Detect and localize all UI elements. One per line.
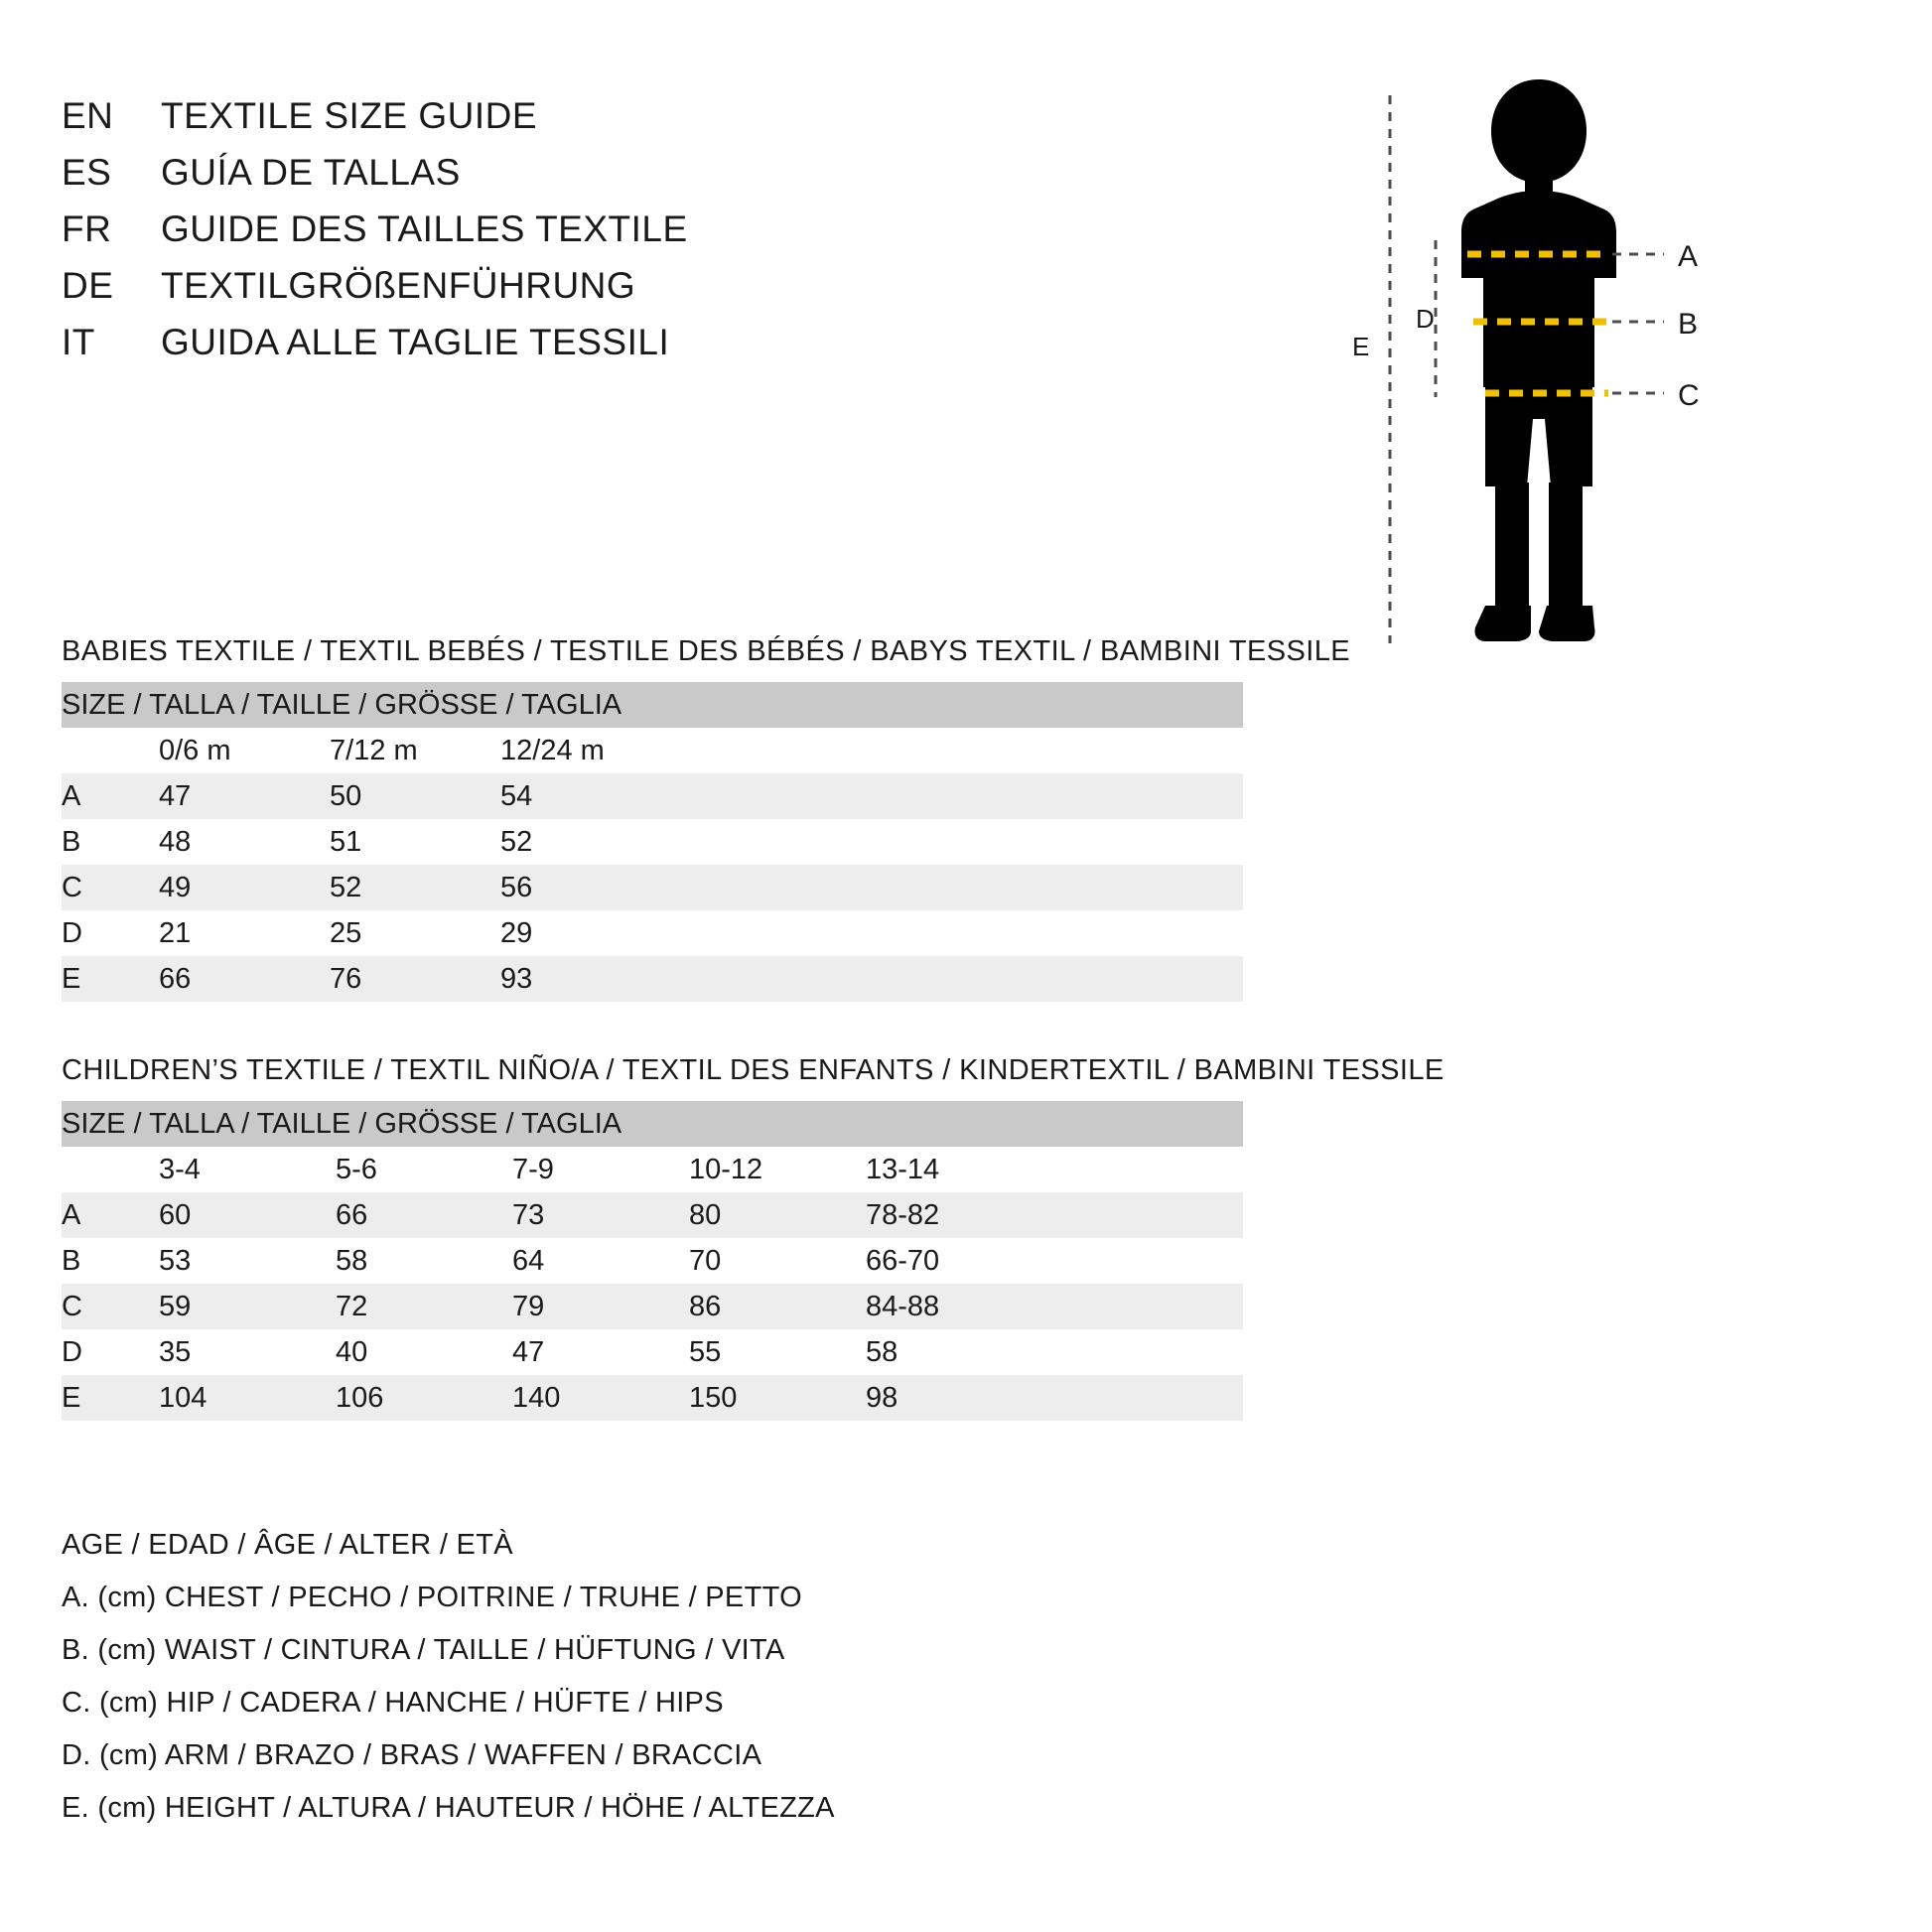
children-section	[62, 1054, 1471, 1421]
title-lang-de: DE	[62, 265, 114, 306]
legend-arm: D. (cm) ARM / BRAZO / BRAS / WAFFEN / BRACCIA	[62, 1739, 762, 1771]
children-e-2: 140	[512, 1375, 689, 1421]
children-e-0: 104	[159, 1375, 336, 1421]
title-row-fr	[62, 208, 1104, 265]
babies-band-label: SIZE / TALLA / TAILLE / GRÖSSE / TAGLIA	[62, 682, 1243, 728]
table-row	[62, 1284, 1243, 1329]
children-col-header-4: 13-14	[866, 1147, 1243, 1192]
title-row-es	[62, 152, 1104, 208]
children-b-4: 66-70	[866, 1238, 1243, 1284]
children-a-3: 80	[689, 1192, 866, 1238]
title-text-it: GUIDA ALLE TAGLIE TESSILI	[161, 322, 670, 362]
title-text-en: TEXTILE SIZE GUIDE	[161, 95, 538, 136]
children-d-0: 35	[159, 1329, 336, 1375]
children-a-1: 66	[336, 1192, 512, 1238]
figure-label-c: C	[1678, 379, 1700, 412]
children-section-title: CHILDREN’S TEXTILE / TEXTIL NIÑO/A / TEXTIL DES ENFANTS / KINDERTEXTIL / BAMBINI TESSILE	[62, 1054, 1445, 1086]
table-row	[62, 910, 1243, 956]
children-col-header-0: 3-4	[159, 1147, 336, 1192]
figure-label-e: E	[1352, 332, 1370, 361]
babies-col-header-0: 0/6 m	[159, 728, 330, 773]
babies-row-label-d: D	[62, 910, 159, 956]
children-a-0: 60	[159, 1192, 336, 1238]
title-block	[62, 95, 1104, 378]
table-row	[62, 1375, 1243, 1421]
children-row-label-a: A	[62, 1192, 159, 1238]
babies-b-2: 52	[500, 819, 671, 865]
children-d-3: 55	[689, 1329, 866, 1375]
babies-a-filler	[671, 773, 1243, 819]
legend-hip: C. (cm) HIP / CADERA / HANCHE / HÜFTE / HIPS	[62, 1687, 724, 1719]
children-b-0: 53	[159, 1238, 336, 1284]
babies-col-header-filler	[671, 728, 1243, 773]
babies-row-label-a: A	[62, 773, 159, 819]
title-lang-fr: FR	[62, 208, 112, 249]
babies-section	[62, 635, 1471, 1002]
children-row-label-c: C	[62, 1284, 159, 1329]
legend-chest: A. (cm) CHEST / PECHO / POITRINE / TRUHE / PETTO	[62, 1582, 802, 1613]
title-text-fr: GUIDE DES TAILLES TEXTILE	[161, 208, 688, 249]
figure-label-d: D	[1416, 304, 1435, 334]
children-corner-cell	[62, 1147, 159, 1192]
table-row	[62, 1192, 1243, 1238]
babies-col-header-1: 7/12 m	[330, 728, 500, 773]
table-row	[62, 1238, 1243, 1284]
legend-block	[62, 1529, 1352, 1845]
babies-b-1: 51	[330, 819, 500, 865]
figure-label-b: B	[1678, 308, 1699, 341]
children-b-3: 70	[689, 1238, 866, 1284]
babies-d-filler	[671, 910, 1243, 956]
children-row-label-e: E	[62, 1375, 159, 1421]
babies-corner-cell	[62, 728, 159, 773]
babies-d-0: 21	[159, 910, 330, 956]
children-col-header-2: 7-9	[512, 1147, 689, 1192]
children-c-1: 72	[336, 1284, 512, 1329]
children-band-row	[62, 1101, 1243, 1147]
children-b-2: 64	[512, 1238, 689, 1284]
babies-row-label-e: E	[62, 956, 159, 1002]
children-e-4: 98	[866, 1375, 1243, 1421]
table-row	[62, 773, 1243, 819]
babies-a-2: 54	[500, 773, 671, 819]
children-d-2: 47	[512, 1329, 689, 1375]
legend-age: AGE / EDAD / ÂGE / ALTER / ETÀ	[62, 1529, 513, 1561]
legend-waist: B. (cm) WAIST / CINTURA / TAILLE / HÜFTUNG / VITA	[62, 1634, 785, 1666]
table-row	[62, 956, 1243, 1002]
children-b-1: 58	[336, 1238, 512, 1284]
babies-c-1: 52	[330, 865, 500, 910]
babies-e-filler	[671, 956, 1243, 1002]
children-column-header-row	[62, 1147, 1243, 1192]
children-col-header-3: 10-12	[689, 1147, 866, 1192]
children-a-2: 73	[512, 1192, 689, 1238]
babies-b-filler	[671, 819, 1243, 865]
title-text-es: GUÍA DE TALLAS	[161, 152, 461, 193]
babies-a-1: 50	[330, 773, 500, 819]
children-c-4: 84-88	[866, 1284, 1243, 1329]
babies-row-label-c: C	[62, 865, 159, 910]
babies-b-0: 48	[159, 819, 330, 865]
babies-column-header-row	[62, 728, 1243, 773]
babies-band-row	[62, 682, 1243, 728]
children-a-4: 78-82	[866, 1192, 1243, 1238]
figure-label-a: A	[1678, 240, 1699, 273]
child-silhouette-icon	[1461, 79, 1616, 641]
title-lang-en: EN	[62, 95, 114, 136]
children-row-label-d: D	[62, 1329, 159, 1375]
children-e-3: 150	[689, 1375, 866, 1421]
children-d-4: 58	[866, 1329, 1243, 1375]
babies-a-0: 47	[159, 773, 330, 819]
legend-height: E. (cm) HEIGHT / ALTURA / HAUTEUR / HÖHE / ALTEZZA	[62, 1792, 835, 1824]
children-c-0: 59	[159, 1284, 336, 1329]
children-size-table	[62, 1101, 1243, 1421]
babies-e-1: 76	[330, 956, 500, 1002]
title-lang-es: ES	[62, 152, 112, 193]
babies-d-2: 29	[500, 910, 671, 956]
title-row-en	[62, 95, 1104, 152]
table-row	[62, 1329, 1243, 1375]
children-c-3: 86	[689, 1284, 866, 1329]
babies-size-table	[62, 682, 1243, 1002]
babies-d-1: 25	[330, 910, 500, 956]
babies-section-title: BABIES TEXTILE / TEXTIL BEBÉS / TESTILE DES BÉBÉS / BABYS TEXTIL / BAMBINI TESSILE	[62, 635, 1350, 667]
babies-c-2: 56	[500, 865, 671, 910]
babies-c-0: 49	[159, 865, 330, 910]
table-row	[62, 819, 1243, 865]
babies-e-0: 66	[159, 956, 330, 1002]
children-e-1: 106	[336, 1375, 512, 1421]
table-row	[62, 865, 1243, 910]
children-d-1: 40	[336, 1329, 512, 1375]
babies-row-label-b: B	[62, 819, 159, 865]
children-col-header-1: 5-6	[336, 1147, 512, 1192]
babies-e-2: 93	[500, 956, 671, 1002]
title-row-it	[62, 322, 1104, 378]
children-c-2: 79	[512, 1284, 689, 1329]
title-row-de	[62, 265, 1104, 322]
children-band-label: SIZE / TALLA / TAILLE / GRÖSSE / TAGLIA	[62, 1101, 1243, 1147]
babies-col-header-2: 12/24 m	[500, 728, 671, 773]
title-text-de: TEXTILGRÖßENFÜHRUNG	[161, 265, 636, 306]
title-lang-it: IT	[62, 322, 95, 362]
babies-c-filler	[671, 865, 1243, 910]
children-row-label-b: B	[62, 1238, 159, 1284]
